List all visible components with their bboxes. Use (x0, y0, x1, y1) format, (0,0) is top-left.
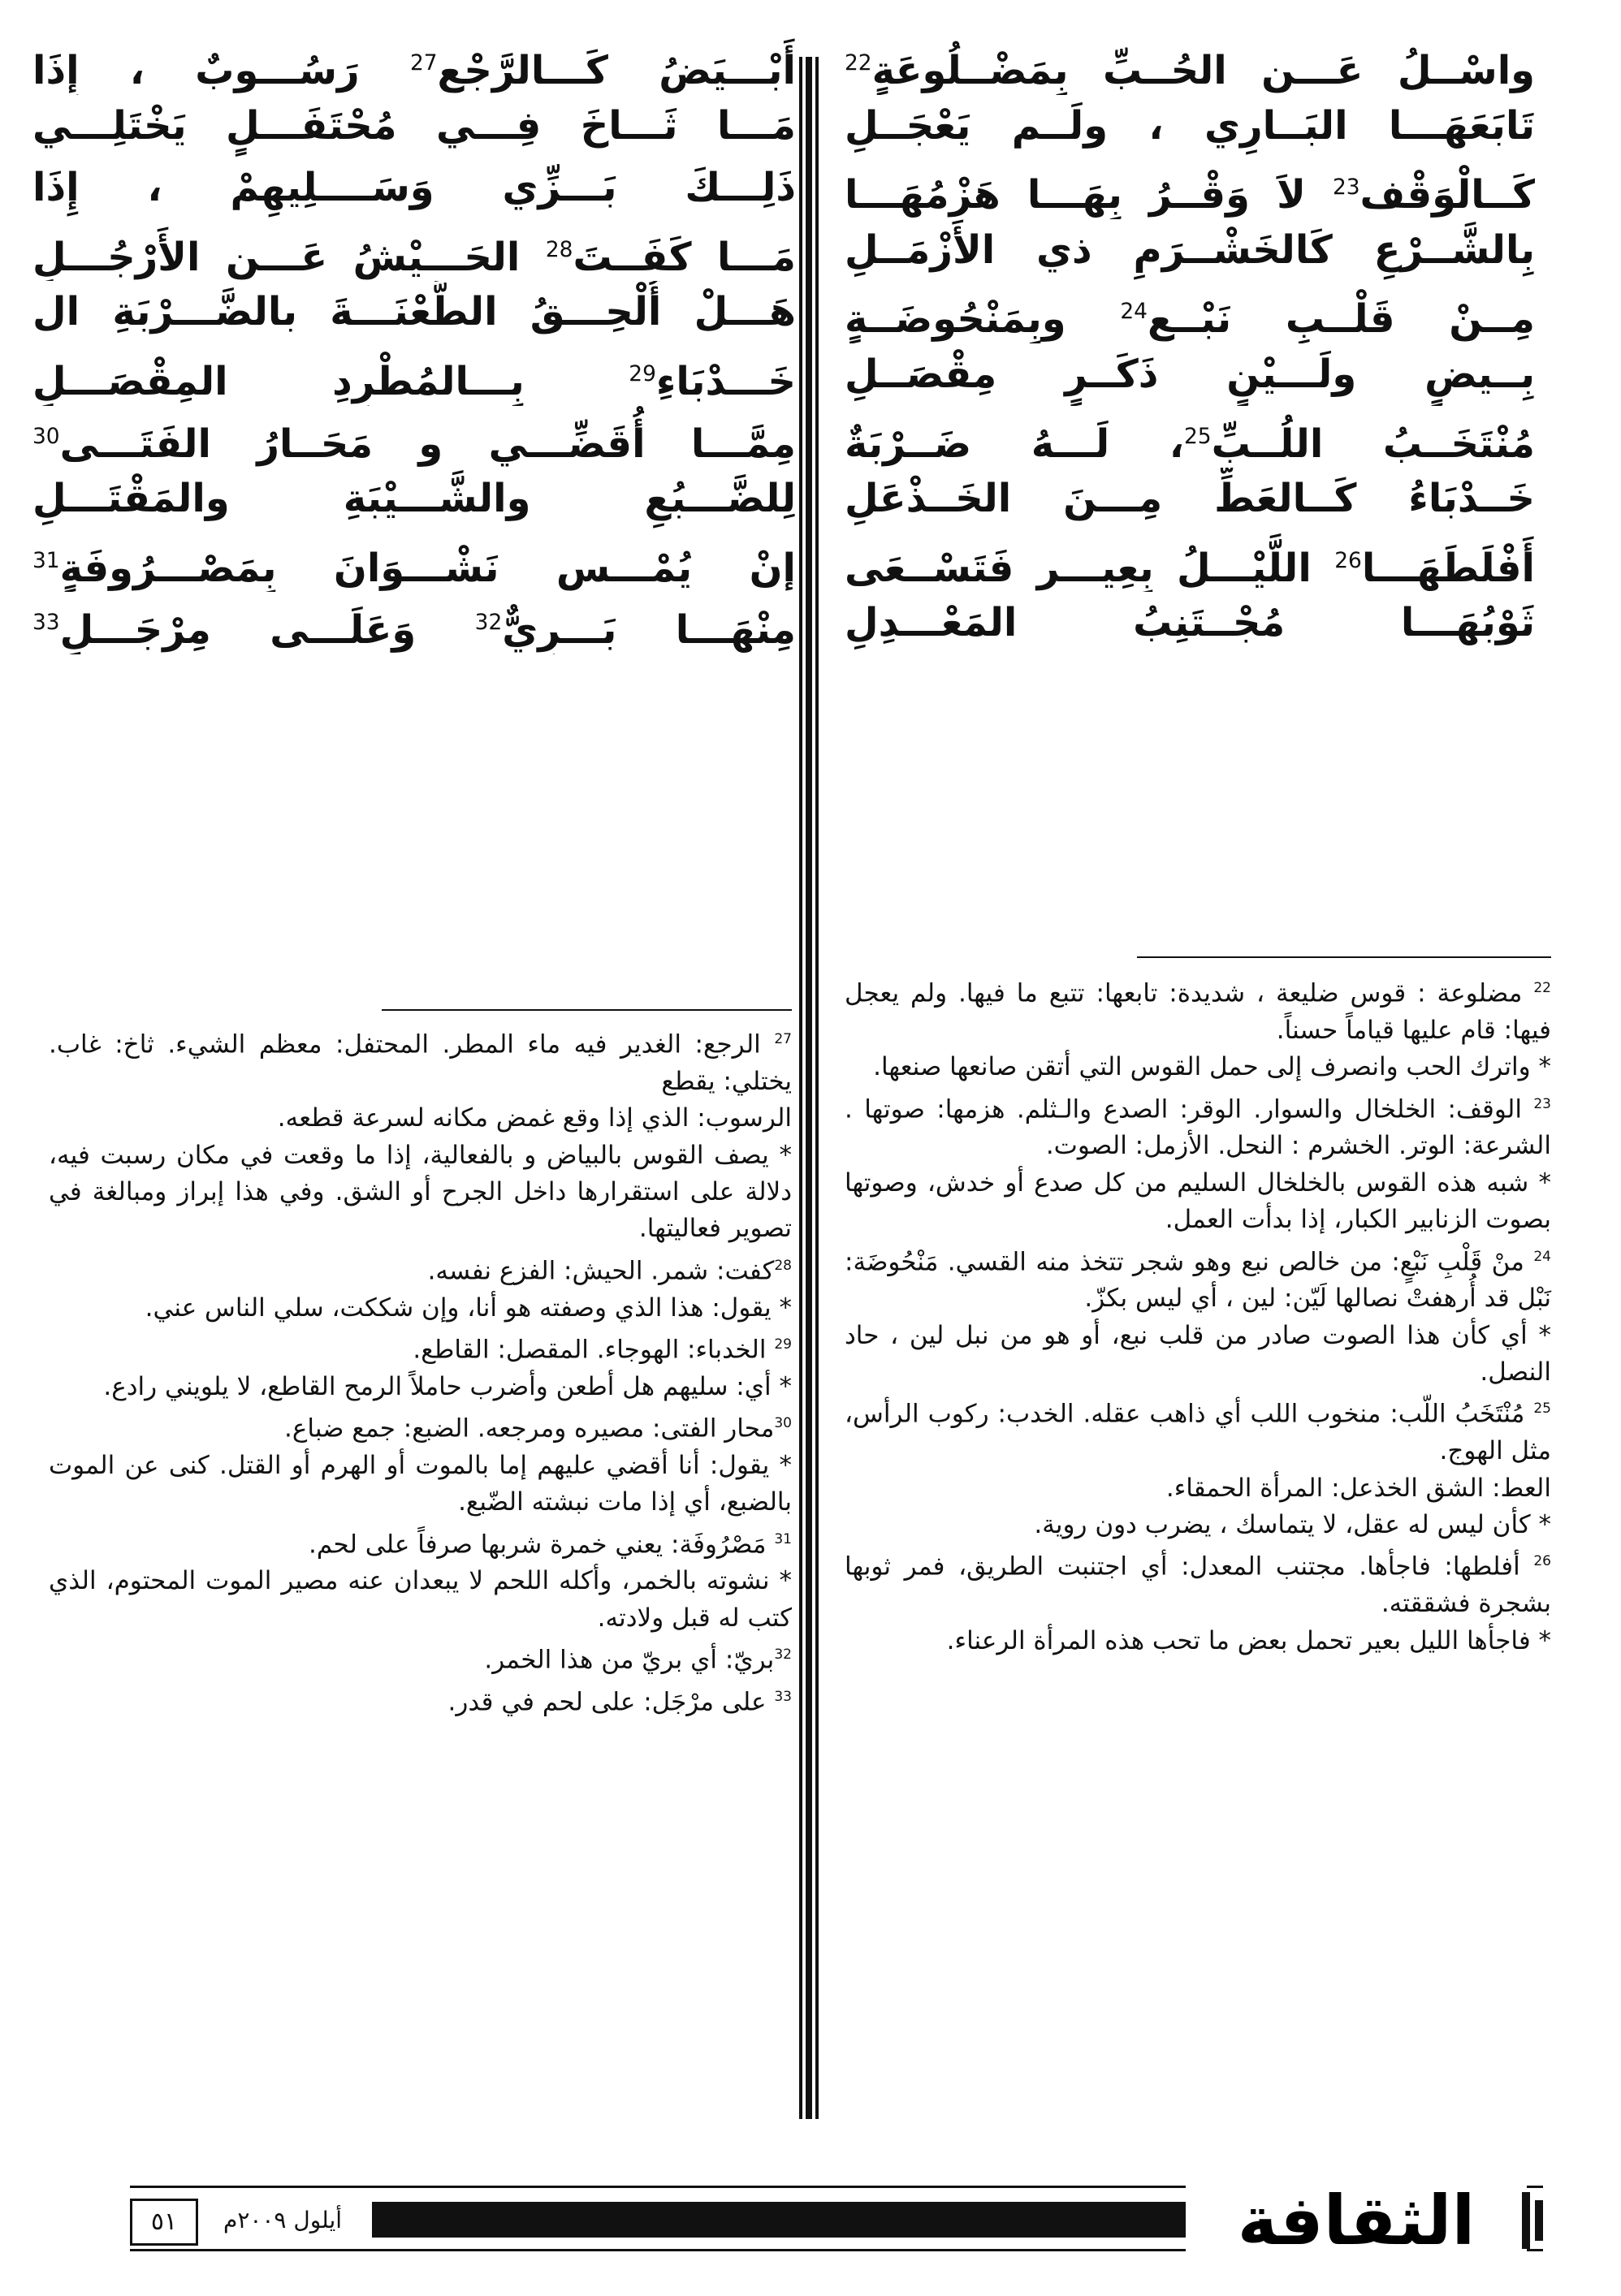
footnote: * واترك الحب وانصرف إلى حمل القوس التي أتقن صانعها صنعها. (873, 1052, 1551, 1082)
footnote: $^{29}$ الخدباء: الهوجاء. المقصل: القاطع. (413, 1335, 792, 1365)
footnote: * يقول: هذا الذي وصفته هو أنا، وإن شككت، سلي الناس عني. (145, 1293, 792, 1323)
footnote: $^{24}$ منْ قَلْبِ نَبْعٍ: من خالص نبع وهو شجر تتخذ منه القسي. مَنْحُوضَة: نَبْل قد أُرهفتْ نصالها لَيّن: لين ، أي ليس بكزّ. (845, 1246, 1551, 1314)
footnote: $^{22}$ مضلوعة : قوس ضليعة ، شديدة: تابعها: تتبع ما فيها. ولم يعجل فيها: قام عليها قياماً حسناً. (845, 978, 1551, 1045)
page-number: ٥١ (130, 2199, 198, 2246)
footnote: $^{31}$ مَصْرُوفَة: يعني خمرة شربها صرفاً على لحم. (309, 1529, 792, 1559)
verse: مُنْتَخَــبُ اللُــبِّ$^{25}$، لَـــهُ ضَــرْبَةٌ (845, 421, 1535, 467)
footnote: $^{26}$ أفلطها: فاجأها. مجتنب المعدل: أي اجتنبت الطريق، فمر ثوبها بشجرة فشققته. (845, 1552, 1551, 1619)
footnote: * فاجأها الليل بعير تحمل بعض ما تحب هذه المرأة الرعناء. (946, 1625, 1551, 1655)
footnote: * أي: سليهم هل أطعن وأضرب حاملاً الرمح القاطع، لا يلويني رادع. (103, 1371, 792, 1401)
verse: أَبْـــيَضُ كَـــالرَّجْعِ$^{27}$ رَسُـــوبٌ ، إِذَا (32, 48, 796, 93)
verse: واسْــلُ عَـــنِ الحُــبِّ بِمَضْــلُوعَةٍ$^{22}$ (845, 48, 1535, 93)
footnote: $^{23}$ الوقف: الخلخال والسوار. الوقر: الصدع والـثلم. هزمها: صوتها . الشرعة: الوتر. الخشرم : النحل. الأزمل: الصوت. (845, 1094, 1551, 1161)
footnote: $^{27}$ الرجع: الغدير فيه ماء المطر. المحتفل: معظم الشيء. ثاخ: غاب. يختلي: يقطع (49, 1029, 792, 1096)
verse: بِالشَّــرْعِ كَالخَشْــرَمِ ذي الأَزْمَــلِ (845, 227, 1535, 273)
footnote-rule-left (382, 1009, 792, 1011)
poem-left-column (32, 32, 796, 654)
footnote: * أي كأن هذا الصوت صادر من قلب نبع، أو هو من نبل لين ، حاد النصل. (845, 1320, 1551, 1388)
issue-date: أيلول ٢٠٠٩م (193, 2200, 372, 2241)
footnote: $^{30}$محار الفتى: مصيره ومرجعه. الضبع: جمع ضباع. (284, 1413, 792, 1444)
footnote: * يقول: أنا أقضي عليهم إما بالموت أو الهرم أو القتل. كنى عن الموت بالضبع، أي إذا مات نبشته الضّبع. (49, 1450, 792, 1517)
verse: بِــيضٍ ولَـــيْنٍ ذَكَــرٍ مِقْصَــلِ (845, 351, 1535, 397)
verse: مَـــا ثَـــاخَ فِـــي مُحْتَفَـــلٍ يَخْتَلِـــي (32, 102, 796, 149)
magazine-logo: الثقافة (1186, 2176, 1527, 2265)
verse: خَــدْبَاءُ كَــالعَطِّ مِـــنَ الخَــذْعَلِ (845, 476, 1535, 522)
column-divider (798, 57, 820, 2119)
footnote: * كأن ليس له عقل، لا يتماسك ، يضرب دون روية. (1034, 1510, 1551, 1539)
footnote: * نشوته بالخمر، وأكله اللحم لا يبعدان عنه مصير الموت المحتوم، الذي كتب له قبل ولادته. (49, 1566, 792, 1633)
verse: ثَوْبُهَـــا مُجْــتَنِبُ المَعْـــدِلِ (845, 600, 1535, 646)
verse: مِنْهَـــا بَـــرِيٌّ$^{32}$ وَعَلَـــى مِرْجَـــلِ$^{33}$ (32, 607, 796, 654)
verse: كَــالْوَقْف$^{23}$ لاَ وَقْــرُ بِهَـــا هَزْمُهَـــا (845, 172, 1535, 218)
footnotes-right (845, 970, 1551, 1659)
poem-right-column (845, 32, 1535, 654)
footnote: $^{28}$كفت: شمر. الحيش: الفزع نفسه. (427, 1256, 792, 1286)
verse: مِــنْ قَلْــبِ نَبْــعٍ$^{24}$ وبِمَنْحُوضَــةٍ (845, 296, 1535, 343)
footnote: العط: الشق الخذعل: المرأة الحمقاء. (1165, 1473, 1551, 1503)
verse: أَفْلَطَهَـــا$^{26}$ اللَّيْـــلُ بِعِيـــرٍ فَتَسْــعَى (845, 545, 1535, 591)
footnote: $^{32}$بريّ: أي بريّ من هذا الخمر. (484, 1645, 792, 1675)
verse: مَـــا كَفَــتَ$^{28}$ الحَـــيْشُ عَـــنِ الأَرْجُـــلِ (32, 234, 796, 280)
footnotes-left (49, 1021, 792, 1721)
footnote: $^{25}$ مُنْتَخَبُ اللّب: منخوب اللب أي ذاهب عقله. الخدب: ركوب الرأس، مثل الهوج. (845, 1399, 1551, 1466)
footnote: * يصف القوس بالبياض و بالفعالية، إذا ما وقعت في مكان رسبت فيه، دلالة على استقرارها داخل الجرح أو الشق. وفي هذا إبراز ومبالغة في تصوير فعاليتها. (49, 1140, 792, 1244)
verse: خَـــدْبَاءِ$^{29}$ بِـــالمُطْرِدِ المِقْصَـــلِ (32, 358, 796, 404)
verse: إِنْ يُمْـــسِ نَشْـــوَانَ بِمَصْـــرُوفَةٍ$^{31}$ (32, 545, 796, 591)
footnote: الرسوب: الذي إذا وقع غمض مكانه لسرعة قطعه. (277, 1103, 792, 1133)
footnote: $^{33}$ على مرْجَل: على لحم في قدر. (447, 1687, 792, 1717)
footnote-rule-right (1137, 956, 1551, 958)
verse: تَابَعَهَـــا البَــارِي ، ولَــم يَعْجَــلِ (845, 102, 1535, 149)
verse: لِلضَّـــبُعِ والشَّـــيْبَةِ والمَقْتَـــلِ (32, 476, 796, 522)
verse: هَـــلْ أُلْحِـــقُ الطَّعْنَـــةَ بالضَّـــرْبَةِ ال (32, 289, 796, 335)
verse: ذَلِـــكَ بَـــزِّي وَسَــــلِيهِمْ ، إِذَا (32, 165, 796, 211)
logo-bars-icon (1519, 2192, 1548, 2249)
footnote: * شبه هذه القوس بالخلخال السليم من كل صدع أو خدش، وصوتها بصوت الزنابير الكبار، إذا بدأت العمل. (845, 1167, 1551, 1235)
verse: مِمَّـــا أُقَضِّـــي و مَحَــارُ الفَتَـــى$^{30}$ (32, 421, 796, 467)
